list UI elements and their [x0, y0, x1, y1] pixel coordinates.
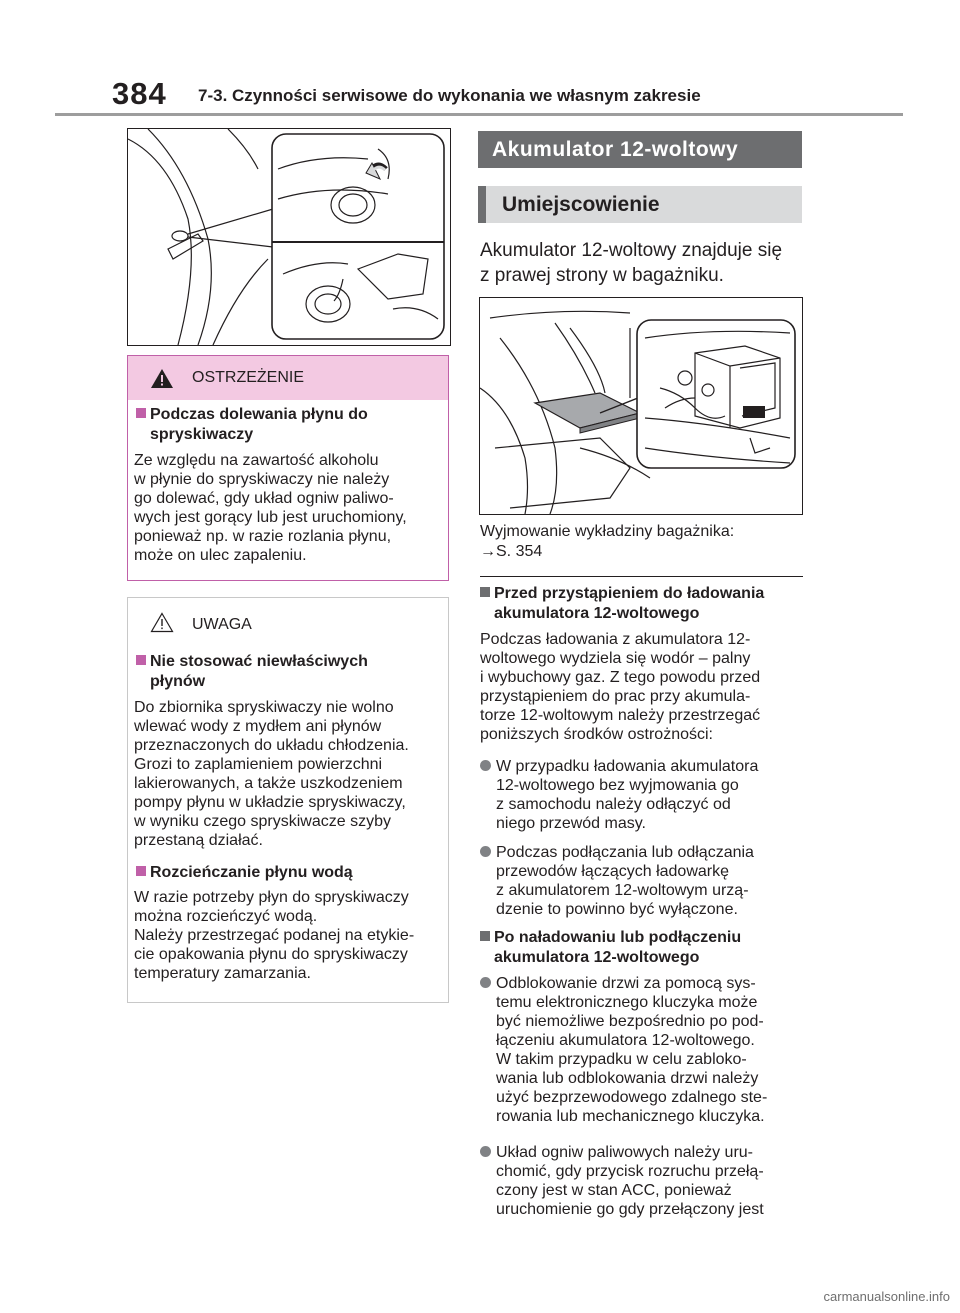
pink-square-bullet-icon	[136, 866, 146, 876]
watermark: carmanualsonline.info	[823, 1289, 950, 1304]
intro-line: Akumulator 12-woltowy znajduje się	[480, 240, 783, 261]
warning-body-line: ponieważ np. w razie rozlania płynu,	[134, 528, 392, 545]
bullet-line: przewodów łączących ładowarkę	[496, 863, 729, 880]
notice-label: UWAGA	[192, 616, 252, 633]
bullet-line: chomić, gdy przycisk rozruchu przełą-	[496, 1163, 764, 1180]
washer-fluid-illustration	[127, 128, 451, 346]
battery-location-illustration	[479, 297, 803, 515]
notice-heading-2	[136, 864, 353, 882]
bullet-line: W takim przypadku w celu zabloko-	[496, 1051, 747, 1068]
bullet-line: Podczas podłączania lub odłączania	[496, 844, 754, 861]
page-reference-link[interactable]: →S. 354	[480, 543, 543, 560]
notice-body-line: W razie potrzeby płyn do spryskiwaczy	[134, 889, 409, 906]
notice-body-line: Do zbiornika spryskiwaczy nie wolno	[134, 699, 394, 716]
section-title: Akumulator 12-woltowy	[478, 131, 802, 168]
bullet-text	[496, 843, 806, 919]
warning-body-line: go dolewać, gdy układ ogniw paliwo-	[134, 490, 394, 507]
pink-square-bullet-icon	[136, 655, 146, 665]
notice-header	[128, 598, 448, 642]
warning-body-line: może on ulec zapaleniu.	[134, 547, 307, 564]
bullet-line: czony jest w stan ACC, ponieważ	[496, 1182, 732, 1199]
warning-heading	[136, 406, 368, 424]
notice-body-line: przeznaczonych do układu chłodzenia.	[134, 737, 409, 754]
subsection-title: Umiejscowienie	[478, 186, 802, 223]
bullet-text	[496, 1143, 806, 1219]
notice-body-line: można rozcieńczyć wodą.	[134, 908, 318, 925]
header-divider	[55, 113, 903, 116]
caution-triangle-icon	[150, 612, 174, 633]
notice-box	[127, 597, 449, 1003]
bullet-line: łączeniu akumulatora 12-woltowego.	[496, 1032, 755, 1049]
pink-square-bullet-icon	[136, 408, 146, 418]
bullet-text	[496, 974, 806, 1126]
bullet-line: uruchomienie go gdy przełączony jest	[496, 1201, 764, 1218]
notice-heading-2-text: Rozcieńczanie płynu wodą	[150, 864, 353, 881]
bullet-text	[496, 757, 806, 833]
block1-body	[480, 630, 760, 744]
bullet-line: Odblokowanie drzwi za pomocą sys-	[496, 975, 756, 992]
bullet-line: 12-woltowego bez wyjmowania go	[496, 777, 739, 794]
bullet-line: wania lub odblokowania drzwi należy	[496, 1070, 759, 1087]
caption-line: Wyjmowanie wykładziny bagażnika:	[480, 523, 735, 540]
grey-square-bullet-icon	[480, 587, 490, 597]
block1-body-line: torze 12-woltowym należy przestrzegać	[480, 707, 761, 724]
warning-body-line: w płynie do spryskiwaczy nie należy	[134, 471, 390, 488]
notice-body-line: wlewać wody z mydłem ani płynów	[134, 718, 382, 735]
warning-body-line: wych jest gorący lub jest uruchomiony,	[134, 509, 407, 526]
notice-body-line: lakierowanych, a także uszkodzeniem	[134, 775, 403, 792]
bullet-line: Układ ogniw paliwowych należy uru-	[496, 1144, 754, 1161]
block2-heading-line2: akumulatora 12-woltowego	[494, 949, 700, 966]
illustration-caption	[480, 522, 734, 562]
grey-square-bullet-icon	[480, 931, 490, 941]
round-bullet-icon	[480, 760, 491, 771]
bullet-line: dzenie to powinno być wyłączone.	[496, 901, 738, 918]
intro-line: z prawej strony w bagażniku.	[480, 265, 724, 286]
block1-heading-line2: akumulatora 12-woltowego	[494, 605, 700, 622]
bullet-line: z akumulatorem 12-woltowym urzą-	[496, 882, 749, 899]
round-bullet-icon	[480, 1146, 491, 1157]
block1-body-line: Podczas ładowania z akumulatora 12-	[480, 631, 751, 648]
warning-body	[134, 451, 407, 565]
page-number: 384	[112, 76, 167, 111]
battery-location-drawing	[480, 298, 802, 514]
section-divider	[480, 576, 803, 577]
bullet-line: z samochodu należy odłączyć od	[496, 796, 731, 813]
bullet-line: temu elektronicznego kluczyka może	[496, 994, 758, 1011]
block1-body-line: woltowego wydziela się wodór – palny	[480, 650, 751, 667]
notice-body-line: cie opakowania płynu do spryskiwaczy	[134, 946, 408, 963]
block1-body-line: przystąpieniem do prac przy akumula-	[480, 688, 751, 705]
block1-body-line: i wybuchowy gaz. Z tego powodu przed	[480, 669, 761, 686]
warning-heading-line2: spryskiwaczy	[150, 426, 254, 443]
warning-heading-line1: Podczas dolewania płynu do	[150, 406, 368, 423]
notice-body-line: pompy płynu w układzie spryskiwaczy,	[134, 794, 406, 811]
bullet-line: W przypadku ładowania akumulatora	[496, 758, 759, 775]
notice-heading-1	[136, 653, 368, 671]
bullet-line: użyć bezprzewodowego zdalnego ste-	[496, 1089, 768, 1106]
notice-body-line: przestaną działać.	[134, 832, 263, 849]
notice-heading-1-line2: płynów	[150, 673, 206, 690]
block2-heading-line1: Po naładowaniu lub podłączeniu	[494, 929, 742, 946]
warning-label: OSTRZEŻENIE	[192, 369, 305, 386]
block1-heading-line1: Przed przystąpieniem do ładowania	[494, 585, 765, 602]
notice-body-line: temperatury zamarzania.	[134, 965, 311, 982]
notice-body-1	[134, 698, 409, 850]
round-bullet-icon	[480, 977, 491, 988]
block1-body-line: poniższych środków ostrożności:	[480, 726, 713, 743]
warning-box	[127, 355, 449, 581]
warning-body-line: Ze względu na zawartość alkoholu	[134, 452, 379, 469]
notice-body-2	[134, 888, 414, 983]
intro-text	[480, 238, 782, 288]
round-bullet-icon	[480, 846, 491, 857]
bullet-line: być niemożliwe bezpośrednio po pod-	[496, 1013, 764, 1030]
warning-header	[128, 356, 448, 400]
block1-heading	[480, 585, 764, 603]
bullet-line: rowania lub mechanicznego kluczyka.	[496, 1108, 765, 1125]
bullet-line: niego przewód masy.	[496, 815, 646, 832]
block2-heading	[480, 929, 741, 947]
warning-triangle-icon	[150, 368, 174, 389]
notice-body-line: Należy przestrzegać podanej na etykie-	[134, 927, 415, 944]
notice-body-line: w wyniku czego spryskiwacze szyby	[134, 813, 391, 830]
chapter-title: 7-3. Czynności serwisowe do wykonania we własnym zakresie	[198, 86, 701, 105]
notice-body-line: Grozi to zaplamieniem powierzchni	[134, 756, 383, 773]
washer-fluid-drawing	[128, 129, 450, 345]
notice-heading-1-line1: Nie stosować niewłaściwych	[150, 653, 368, 670]
